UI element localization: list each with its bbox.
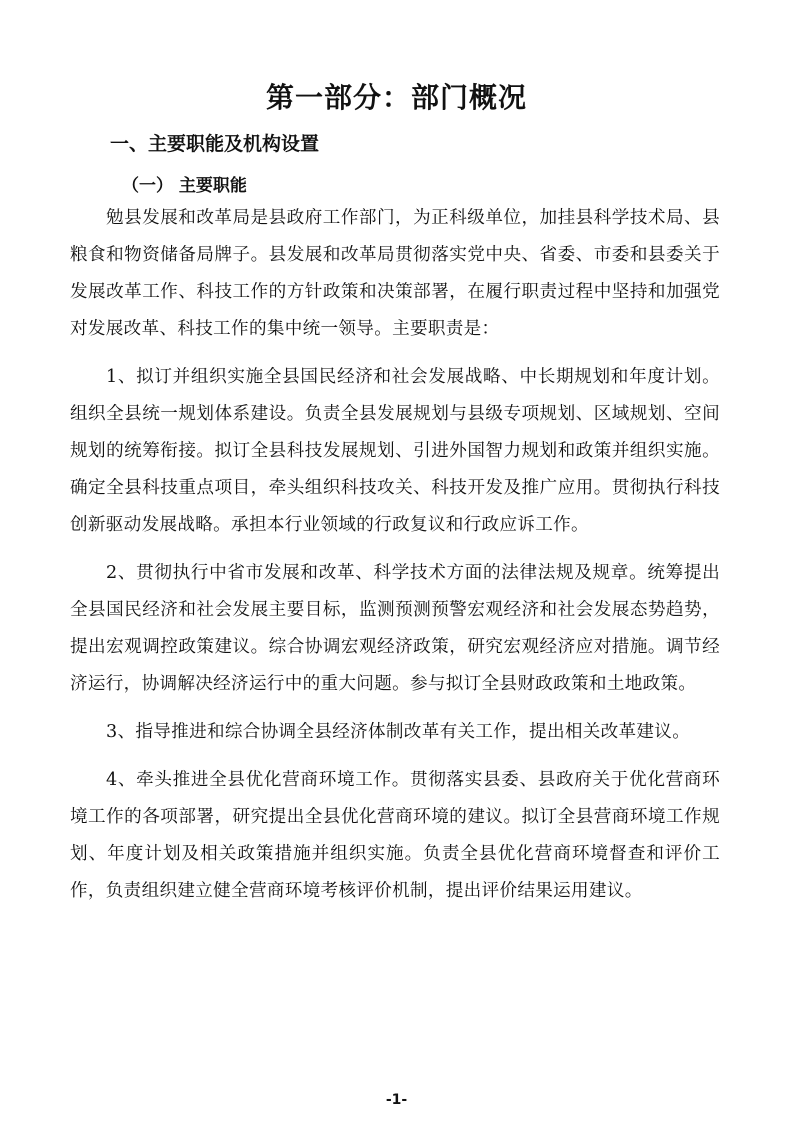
duty-paragraph-1: 1、拟订并组织实施全县国民经济和社会发展战略、中长期规划和年度计划。组织全县统一规划体系建设。负责全县发展规划与县级专项规划、区域规划、空间规划的统筹衔接。拟订全县科技发展规划、引进外国智力规划和政策并组织实施。确定全县科技重点项目，牵头组织科技攻关、科技开发及推广应用。贯彻执行科技创新驱动发展战略。承担本行业领域的行政复议和行政应诉工作。 (70, 367, 720, 535)
intro-paragraph: 勉县发展和改革局是县政府工作部门，为正科级单位，加挂县科学技术局、县粮食和物资储备局牌子。县发展和改革局贯彻落实党中央、省委、市委和县委关于发展改革工作、科技工作的方针政策和决策部署，在履行职责过程中坚持和加强党对发展改革、科技工作的集中统一领导。主要职责是： (70, 208, 720, 339)
duty-paragraph-3: 3、指导推进和综合协调全县经济体制改革有关工作，提出相关改革建议。 (106, 722, 691, 742)
duty-paragraph-2: 2、贯彻执行中省市发展和改革、科学技术方面的法律法规及规章。统筹提出全县国民经济和社会发展主要目标，监测预测预警宏观经济和社会发展态势趋势，提出宏观调控政策建议。综合协调宏观经济政策，研究宏观经济应对措施。调节经济运行，协调解决经济运行中的重大问题。参与拟订全县财政政策和土地政策。 (70, 563, 720, 694)
section-heading: 一、主要职能及机构设置 (110, 133, 320, 155)
duty-paragraph-4: 4、牵头推进全县优化营商环境工作。贯彻落实县委、县政府关于优化营商环境工作的各项部署，研究提出全县优化营商环境的建议。拟订全县营商环境工作规划、年度计划及相关政策措施并组织实施。负责全县优化营商环境督查和评价工作，负责组织建立健全营商环境考核评价机制，提出评价结果运用建议。 (70, 770, 720, 901)
body-text (70, 200, 720, 921)
sub-heading: （一） 主要职能 (122, 176, 247, 196)
page-title: 第一部分：部门概况 (265, 81, 527, 114)
page-number: -1- (385, 1092, 408, 1108)
